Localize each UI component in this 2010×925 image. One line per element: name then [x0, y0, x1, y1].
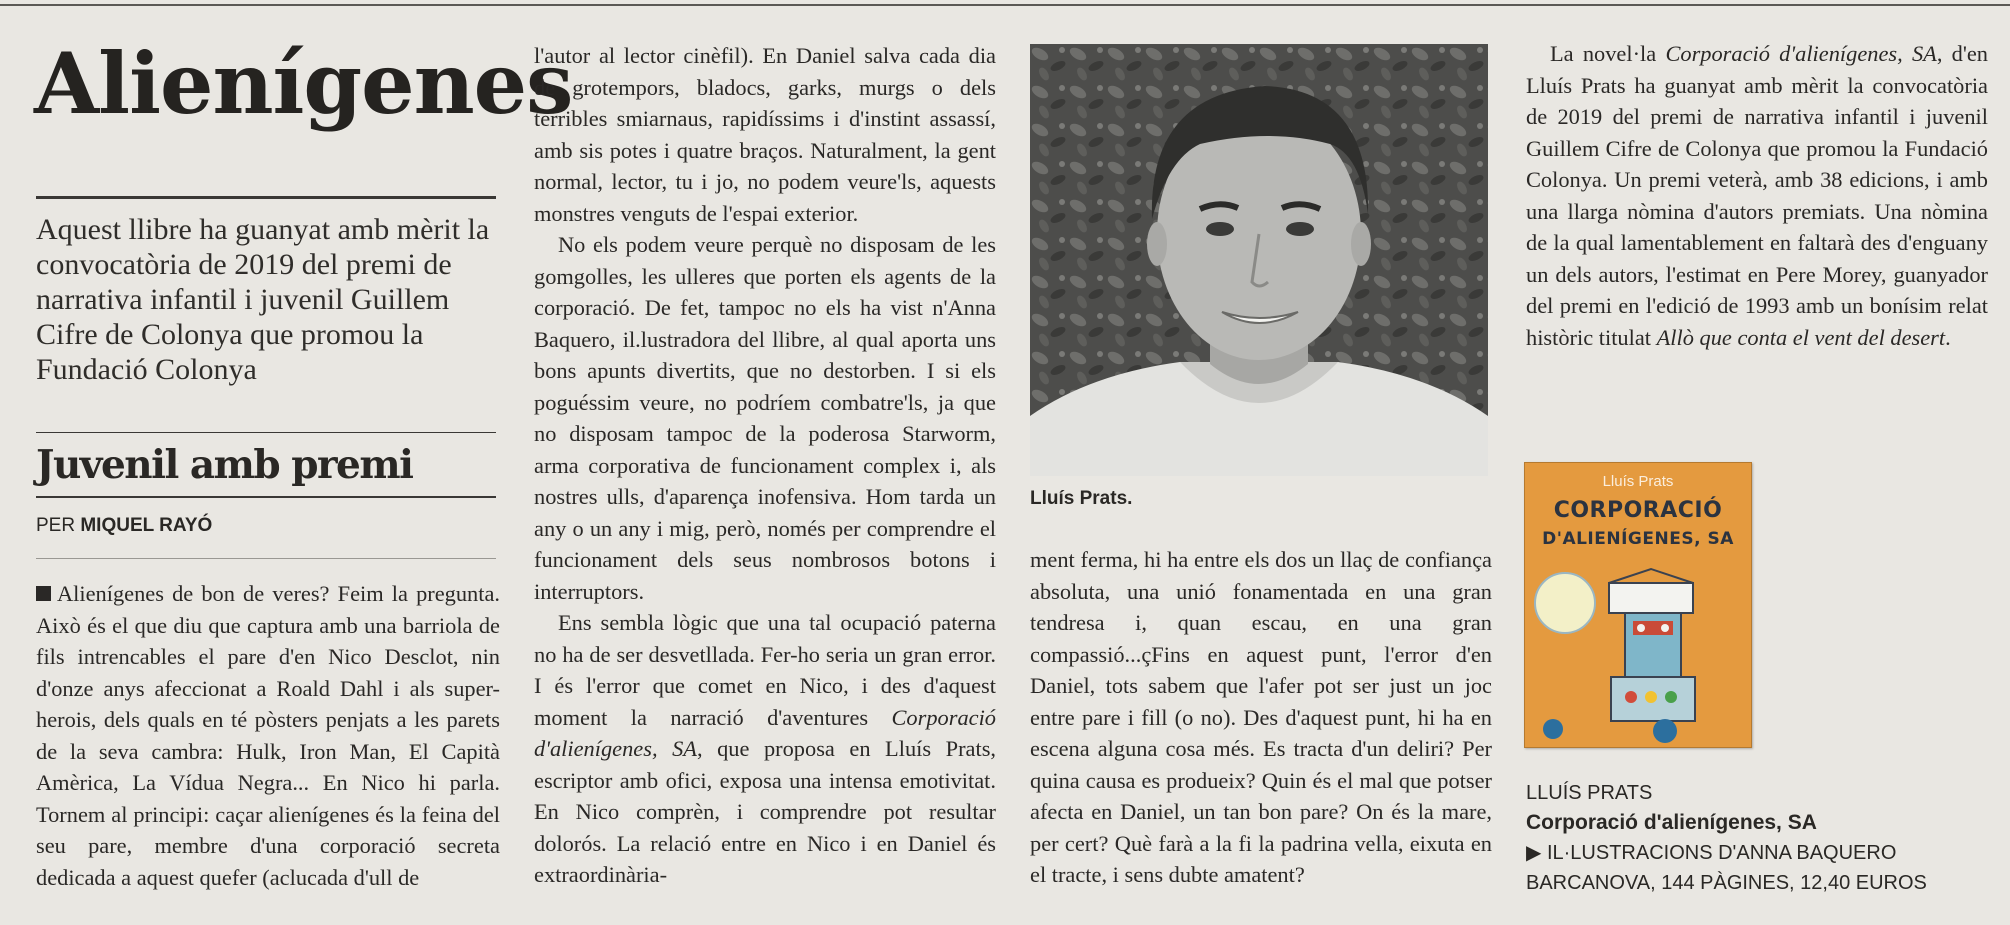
cover-illustration: [1525, 563, 1751, 747]
lead-square-icon: [36, 586, 51, 601]
cover-title-line: CORPORACIÓ: [1553, 498, 1723, 523]
book-cover: [1524, 462, 1752, 748]
subhead-rule: [36, 496, 496, 498]
author-photo: [1030, 44, 1488, 476]
article-paragraph: No els podem veure perquè no disposam de les gomgolles, les ulleres que porten els agents de la corporació. De fet, tampoc no els ha vist n'Anna Baquero, il.lustradora del llibre, al qual aporta uns bons apunts divertits, que no destorben. I si els poguéssim veure, no podríem combatre'ls, ja que no disposam tampoc de la poderosa Starworm, arma corporativa de funcionament complex i, als nostres ulls, d'aparença inofensiva. Hom tarda un any o un any i mig, però, només per comprendre el funcionament dels seus nombrosos botons i interruptors.: [534, 232, 996, 604]
article-column-3: [1030, 544, 1492, 891]
cover-title: [1533, 497, 1743, 553]
article-column-2: [534, 40, 996, 891]
deck: Aquest llibre ha guanyat amb mèrit la convocatòria de 2019 del premi de narrativa infantil i juvenil Guillem Cifre de Colonya que promou la Fundació Colonya: [36, 213, 490, 386]
cover-title-line: D'ALIENÍGENES, SA: [1542, 529, 1734, 549]
article-text: Ens sembla lògic que una tal ocupació paterna no ha de ser desvetllada. Fer-ho seria un gran error. I és l'error que comet en Nico, i des d'aquest moment la narració d'aventures: [534, 610, 996, 730]
deck-bottom-rule: [36, 432, 496, 433]
book-title-inline: Corporació d'alienígenes, SA: [1665, 41, 1937, 66]
headline: Alienígenes: [34, 34, 573, 133]
article-text: , d'en Lluís Prats ha guanyat amb mèrit la convocatòria de 2019 del premi de narrativa infantil i juvenil Guillem Cifre de Colonya que promou la Fundació Colonya. Un premi veterà, amb 38 edicions, i amb una llarga nòmina d'autors premiats. Una nòmina de la qual lamentablement en faltarà des d'enguany un dels autors, l'estimat en Pere Morey, guanyador del premi en l'edició de 1993 amb un bonísim relat històric titulat: [1526, 41, 1988, 350]
article-text: , que proposa en Lluís Prats, escriptor amb ofici, exposa una intensa emotivitat. En Nico comprèn, i comprendre pot resultar dolorós. La relació entre en Nico i en Daniel és extraordinària-: [534, 736, 996, 887]
article-text: .: [1945, 324, 1951, 350]
book-info-illustrations: IL·LUSTRACIONS D'ANNA BAQUERO: [1546, 842, 1897, 864]
article-text: La novel·la: [1550, 41, 1666, 66]
article-column-4: [1526, 38, 1988, 353]
book-info-illustrations-line: [1526, 840, 1896, 866]
book-title-inline: Corporació d'alienígenes, SA: [534, 704, 996, 761]
article-paragraph: [1526, 38, 1988, 353]
article-paragraph: [534, 607, 996, 891]
top-rule: [0, 4, 2010, 6]
byline-prefix: PER: [36, 515, 76, 536]
author-portrait-image: [1030, 44, 1488, 476]
byline-author: MIQUEL RAYÓ: [80, 515, 213, 536]
article-column-1: [36, 578, 500, 893]
book-info-publisher: BARCANOVA, 144 PÀGINES, 12,40 EUROS: [1526, 872, 1927, 894]
play-triangle-icon: ▶: [1526, 842, 1542, 864]
book-title-inline: Allò que conta el vent del desert: [1656, 324, 1946, 350]
book-info-author: LLUÍS PRATS: [1526, 782, 1653, 804]
byline-rule: [36, 558, 496, 559]
subhead: Juvenil amb premi: [36, 442, 413, 488]
byline: [36, 514, 212, 538]
photo-caption: Lluís Prats.: [1030, 488, 1133, 509]
cover-author: Lluís Prats: [1602, 473, 1674, 490]
article-paragraph: Alienígenes de bon de veres? Feim la pregunta. Això és el que diu que captura amb una barriola de fils intrencables el pare d'en Nico Desclot, nin d'onze anys afeccionat a Roald Dahl i als super-herois, dels quals en té pòsters penjats a les parets de la seva cambra: Hulk, Iron Man, El Capità Amèrica, La Vídua Negra... En Nico hi parla. Tornem al principi: caçar alienígenes és la feina del seu pare, membre d'una corporació secreta dedicada a aquest quefer (aclucada d'ull de: [36, 581, 500, 890]
deck-top-rule: [36, 196, 496, 199]
article-paragraph: l'autor al lector cinèfil). En Daniel salva cada dia de grotempors, bladocs, garks, murgs o dels terribles smiarnaus, rapidíssims i d'instint assassí, amb sis potes i quatre braços. Naturalment, la gent normal, lector, tu i jo, no podem veure'ls, aquests monstres venguts de l'espai exterior.: [534, 43, 996, 226]
article-paragraph: ment ferma, hi ha entre els dos un llaç de confiança absoluta, una unió fonamentada en una gran tendresa i, quan escau, en una gran compassió...çFins en aquest punt, l'error d'en Daniel, tots sabem que l'afer pot ser just un joc entre pare i fill (o no). Des d'aquest punt, hi ha en escena alguna cosa més. Es tracta d'un deliri? Per quina causa es produeix? Quin és el mal que potser afecta en Daniel, un tan bon pare? On és la mare, per cert? Què farà a la fi la padrina vella, eixuta en el tracte, i sens dubte amatent?: [1030, 547, 1492, 887]
book-info-title: Corporació d'alienígenes, SA: [1526, 811, 1817, 834]
